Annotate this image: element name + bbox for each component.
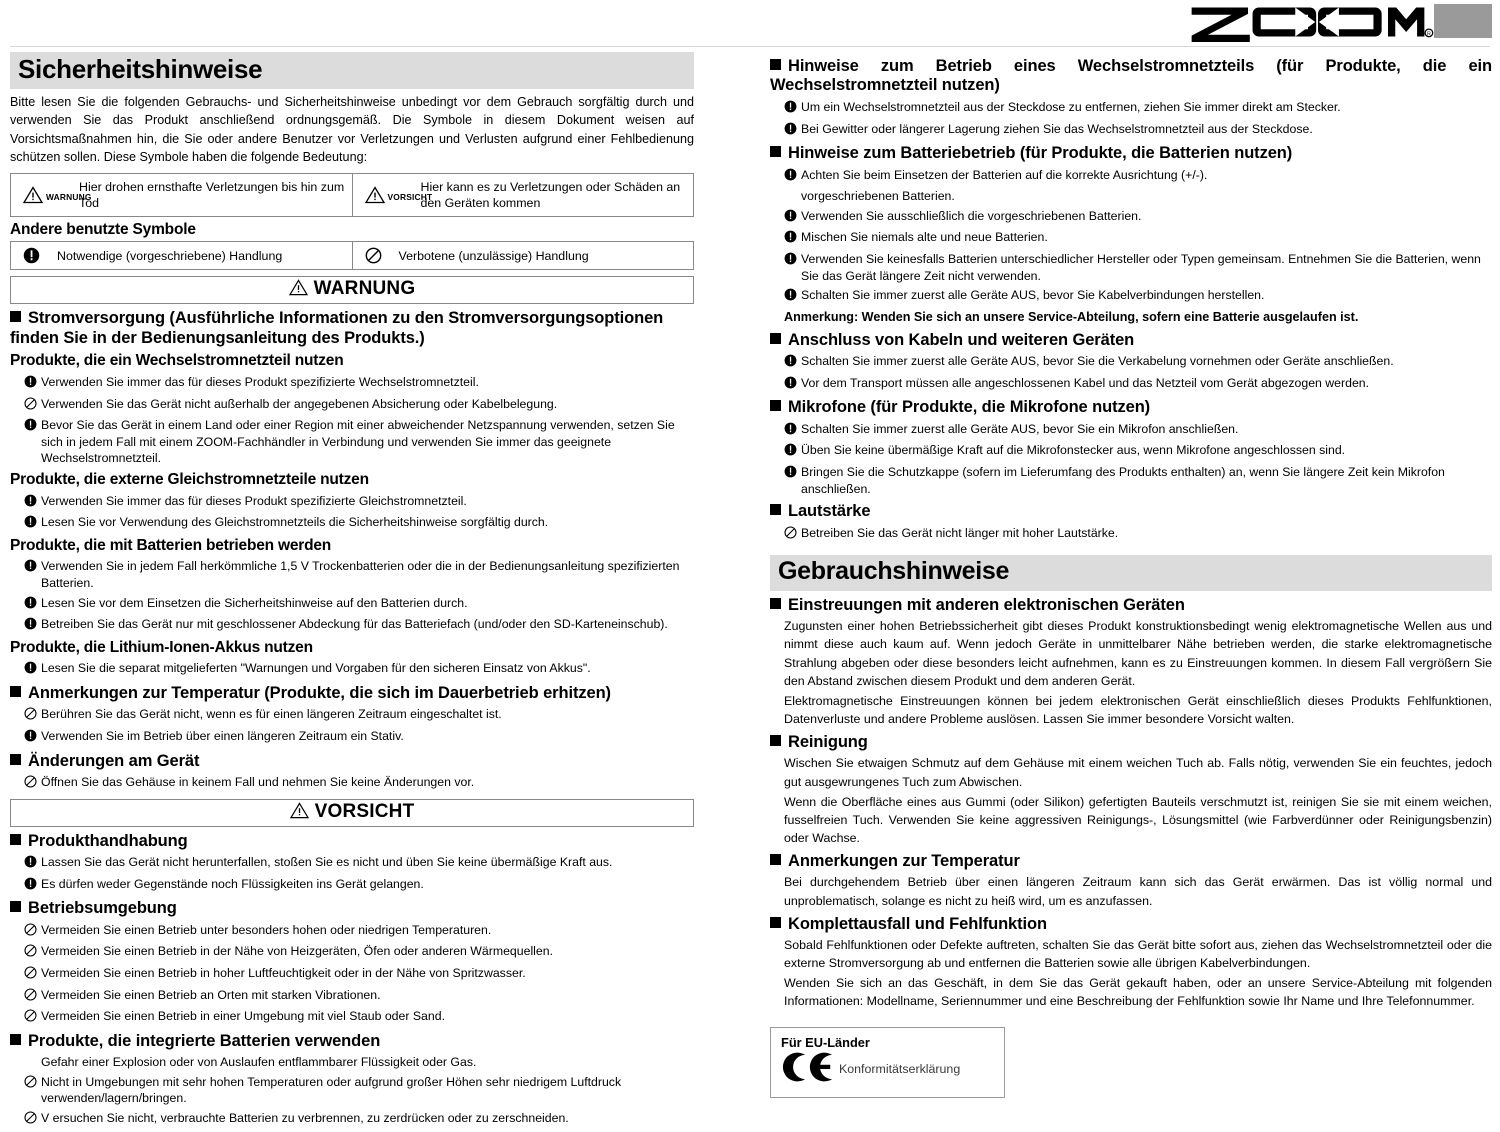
section-subheading: Produkte, die Lithium-Ionen-Akkus nutzen [10, 638, 313, 656]
vorsicht-alert-bar [10, 799, 694, 827]
bullet-item-text: Verwenden Sie das Gerät nicht außerhalb der angegebenen Absicherung oder Kabelbelegung. [41, 396, 558, 411]
mandatory-action-icon [784, 287, 801, 306]
square-bullet-icon [10, 901, 21, 912]
mandatory-action-icon [24, 514, 41, 533]
bullet-item [784, 525, 1492, 544]
bullet-item-text: Nicht in Umgebungen mit sehr hohen Temperaturen oder aufgrund großer Höhen sehr niedrigem Luftdruck verwenden/lagern/bringen. [41, 1074, 622, 1106]
symbol-definition-table [10, 173, 694, 217]
square-bullet-icon [770, 854, 781, 865]
bullet-item [784, 121, 1492, 140]
mandatory-action-icon [784, 251, 801, 270]
bullet-item-text: Vermeiden Sie einen Betrieb in einer Umgebung mit viel Staub oder Sand. [41, 1009, 445, 1024]
prohibited-action-icon [24, 987, 41, 1006]
bullet-item [24, 595, 694, 614]
section-heading: Hinweise zum Betrieb eines Wechselstromnetzteils (für Produkte, die ein Wechselstromnetzteil nutzen) [770, 57, 1492, 95]
section-heading: Stromversorgung (Ausführliche Informationen zu den Stromversorgungsoptionen finden Sie in der Bedienungsanleitung des Produkts.) [10, 309, 664, 347]
bullet-item [24, 965, 694, 984]
bullet-item-text: Vor dem Transport müssen alle angeschlossenen Kabel und das Netzteil vom Gerät abgezogen werden. [801, 375, 1370, 390]
square-bullet-icon [770, 59, 781, 70]
bullet-item [24, 1110, 694, 1129]
mandatory-action-icon [784, 464, 801, 483]
bullet-item [784, 287, 1492, 306]
square-bullet-icon [770, 504, 781, 515]
bullet-item [784, 353, 1492, 372]
bullet-item-text: Verwenden Sie immer das für dieses Produkt spezifizierte Gleichstromnetzteil. [41, 493, 467, 508]
usage-sections [770, 596, 1492, 1011]
bullet-item-text: Üben Sie keine übermäßige Kraft auf die Mikrofonstecker aus, wenn Mikrofone angeschlossen sind. [801, 443, 1346, 458]
prohibited-action-icon [24, 1074, 41, 1093]
bullet-item [24, 706, 694, 725]
bullet-item [784, 442, 1492, 461]
mandatory-action-icon [784, 421, 801, 440]
caution-triangle-icon [359, 186, 433, 204]
zoom-logo [1188, 2, 1431, 42]
bullet-item [24, 987, 694, 1006]
symbol-row-mandatory [11, 242, 352, 269]
bullet-item-text: Gefahr einer Explosion oder von Auslaufen entflammbarer Flüssigkeit oder Gas. [41, 1055, 477, 1070]
usage-section-heading: Komplettausfall und Fehlfunktion [770, 915, 1492, 934]
bullet-item-text: Vermeiden Sie einen Betrieb in der Nähe von Heizgeräten, Öfen oder anderen Wärmequellen. [41, 944, 553, 959]
bullet-item-text: Verwenden Sie im Betrieb über einen längeren Zeitraum ein Stativ. [41, 728, 404, 743]
mandatory-action-icon [24, 374, 41, 393]
section-heading: Betriebsumgebung [10, 899, 694, 918]
note-line: Anmerkung: Wenden Sie sich an unsere Service-Abteilung, sofern eine Batterie ausgelaufen ist. [784, 309, 1359, 324]
other-symbols-title: Andere benutzte Symbole [10, 220, 196, 238]
bullet-item-text: Bei Gewitter oder längerer Lagerung ziehen Sie das Wechselstromnetzteil aus der Steckdose. [801, 121, 1313, 136]
bullet-item [41, 1054, 694, 1071]
prohibited-action-description: Verbotene (unzulässige) Handlung [398, 248, 589, 263]
bullet-item-text: Lesen Sie vor Verwendung des Gleichstromnetzteils die Sicherheitshinweise sorgfältig durch. [41, 515, 549, 530]
prohibited-action-icon [24, 943, 41, 962]
document-page [0, 52, 1500, 1125]
bullet-item [24, 1008, 694, 1027]
warnung-label: WARNUNG [46, 191, 92, 202]
prohibited-action-icon [784, 525, 801, 544]
prohibited-action-icon [24, 1008, 41, 1027]
ce-mark-icon [781, 1051, 833, 1088]
prohibited-action-icon [24, 922, 41, 941]
vorsicht-description: Hier kann es zu Verletzungen oder Schäden an den Geräten kommen [420, 179, 681, 210]
mandatory-action-icon [784, 442, 801, 461]
section-heading: Anschluss von Kabeln und weiteren Geräten [770, 331, 1492, 350]
caution-sections [10, 832, 694, 1129]
warning-triangle-icon [289, 279, 309, 297]
section-heading: Produkthandhabung [10, 832, 694, 851]
square-bullet-icon [770, 146, 781, 157]
bullet-item [784, 229, 1492, 248]
prohibited-action-icon [24, 1110, 41, 1129]
square-bullet-icon [770, 735, 781, 746]
usage-section-heading: Reinigung [770, 733, 1492, 752]
bullet-item-text: Mischen Sie niemals alte und neue Batterien. [801, 230, 1048, 245]
section-subheading: Produkte, die mit Batterien betrieben werden [10, 536, 332, 554]
usage-paragraph: Sobald Fehlfunktionen oder Defekte auftreten, schalten Sie das Gerät bitte sofort aus, ziehen das Wechselstromnetzteil oder die externe Stromversorgung ab und entfernen die Batterien sowie alle übrigen Kabelverbindungen. [784, 938, 1492, 971]
mandatory-action-icon [784, 229, 801, 248]
section-heading: Anmerkungen zur Temperatur (Produkte, die sich im Dauerbetrieb erhitzen) [10, 684, 694, 703]
mandatory-action-icon [24, 728, 41, 747]
mandatory-action-icon [24, 854, 41, 873]
bullet-item-text: V ersuchen Sie nicht, verbrauchte Batterien zu verbrennen, zu zerdrücken oder zu zerschneiden. [41, 1110, 569, 1125]
mandatory-action-icon [17, 247, 57, 264]
bullet-item-text: Bevor Sie das Gerät in einem Land oder einer Region mit einer abweichender Netzspannung verwenden, setzen Sie sich in jedem Fall mit einem ZOOM-Fachhändler in Verbindung und verwenden Sie immer das geeignete Wechselstromnetzteil. [41, 418, 675, 466]
bullet-item [801, 188, 1492, 205]
left-column [10, 52, 694, 1132]
bullet-item [24, 943, 694, 962]
usage-paragraph: Zugunsten einer hohen Betriebssicherheit gibt dieses Produkt konstruktionsbedingt wenig elektromagnetische Wellen aus und nimmt diese auch kaum auf. Wenn jedoch Geräte in unmittelbarer Nähe betrieben werden, die starke elektromagnetische Strahlung abgeben oder diese besonders leicht aufnehmen, kann es zu Einstreuungen kommen. In diesem Fall vergrößern Sie den Abstand zwischen diesem Produkt und dem anderen Gerät. [784, 619, 1492, 688]
square-bullet-icon [10, 754, 21, 765]
intro-paragraph: Bitte lesen Sie die folgenden Gebrauchs- und Sicherheitshinweise unbedingt vor dem Gebrauch sorgfältig durch und verwenden Sie das Produkt anschließend ordnungsgemäß. Die Symbole in diesem Dokument weisen auf Vorsichtsmaßnahmen hin, die Sie oder andere Benutzer vor Verletzungen und Verlusten aufgrund einer Fehlbedienung schützen sollen. Diese Symbole haben die folgende Bedeutung: [10, 94, 694, 165]
eu-box-title: Für EU-Länder [781, 1034, 870, 1050]
mandatory-action-description: Notwendige (vorgeschriebene) Handlung [57, 248, 283, 263]
symbol-row-vorsicht [352, 174, 694, 216]
vorsicht-label: VORSICHT [387, 191, 433, 202]
bullet-item [24, 616, 694, 635]
bullet-item [784, 375, 1492, 394]
section-heading: Lautstärke [770, 502, 1492, 521]
mandatory-action-icon [784, 353, 801, 372]
prohibited-action-icon [24, 706, 41, 725]
bullet-item-text: Es dürfen weder Gegenstände noch Flüssigkeiten ins Gerät gelangen. [41, 876, 424, 891]
warning-sections [10, 309, 694, 792]
mandatory-action-icon [784, 99, 801, 118]
mandatory-action-icon [24, 558, 41, 577]
prohibited-action-icon [359, 247, 399, 264]
bullet-item-text: Verwenden Sie in jedem Fall herkömmliche 1,5 V Trockenbatterien oder die in der Bedienungsanleitung spezifizierten Batterien. [41, 559, 680, 590]
vorsicht-bar-label: VORSICHT [314, 800, 415, 822]
bullet-item [784, 99, 1492, 118]
ce-declaration-label: Konformitätserklärung [839, 1062, 961, 1077]
symbol-row-warnung [11, 174, 352, 216]
bullet-item [24, 514, 694, 533]
bullet-item [24, 558, 694, 591]
section-heading: Hinweise zum Batteriebetrieb (für Produkte, die Batterien nutzen) [770, 144, 1492, 163]
bullet-item-text: Lassen Sie das Gerät nicht herunterfallen, stoßen Sie es nicht und üben Sie keine übermäßige Kraft aus. [41, 855, 613, 870]
prohibited-action-icon [24, 965, 41, 984]
square-bullet-icon [770, 333, 781, 344]
mandatory-action-icon [24, 876, 41, 895]
bullet-item [24, 922, 694, 941]
bullet-item-text: Achten Sie beim Einsetzen der Batterien auf die korrekte Ausrichtung (+/-). [801, 167, 1208, 182]
square-bullet-icon [10, 311, 21, 322]
bullet-item-text: Vermeiden Sie einen Betrieb unter besonders hohen oder niedrigen Temperaturen. [41, 922, 492, 937]
section-subheading: Produkte, die externe Gleichstromnetzteile nutzen [10, 470, 369, 488]
bullet-item-text: Verwenden Sie immer das für dieses Produkt spezifizierte Wechselstromnetzteil. [41, 374, 479, 389]
square-bullet-icon [10, 1034, 21, 1045]
bullet-item [24, 876, 694, 895]
bullet-item-text: Schalten Sie immer zuerst alle Geräte AUS, bevor Sie ein Mikrofon anschließen. [801, 421, 1239, 436]
mandatory-action-icon [24, 595, 41, 614]
bullet-item-text: Lesen Sie die separat mitgelieferten "Warnungen und Vorgaben für den sicheren Einsatz von Akkus". [41, 661, 591, 676]
square-bullet-icon [10, 834, 21, 845]
bullet-item-text: Berühren Sie das Gerät nicht, wenn es für einen längeren Zeitraum eingeschaltet ist. [41, 707, 502, 722]
square-bullet-icon [770, 400, 781, 411]
bullet-item-text: Bringen Sie die Schutzkappe (sofern im Lieferumfang des Produkts enthalten) an, wenn Sie längere Zeit kein Mikrofon anschließen. [801, 465, 1445, 496]
section-heading: Produkte, die integrierte Batterien verwenden [10, 1032, 694, 1051]
bullet-item-text: Verwenden Sie keinesfalls Batterien unterschiedlicher Hersteller oder Typen gemeinsam. Entnehmen Sie die Batterien, wenn Sie das Gerät längere Zeit nicht verwenden. [801, 251, 1481, 283]
bullet-item [24, 374, 694, 393]
bullet-item [24, 728, 694, 747]
bullet-item-text: Vermeiden Sie einen Betrieb in hoher Luftfeuchtigkeit oder in der Nähe von Spritzwasser. [41, 965, 526, 980]
safety-banner-title: Sicherheitshinweise [10, 52, 694, 89]
bullet-item [784, 464, 1492, 497]
warnung-bar-label: WARNUNG [313, 278, 416, 300]
warnung-alert-bar [10, 276, 694, 304]
usage-banner-title: Gebrauchshinweise [770, 555, 1492, 591]
bullet-item [24, 417, 694, 467]
logo-grey-block [1434, 4, 1492, 38]
eu-countries-box [770, 1027, 1005, 1098]
bullet-item-text: Öffnen Sie das Gehäuse in keinem Fall und nehmen Sie keine Änderungen vor. [41, 775, 475, 789]
right-warning-sections [770, 57, 1492, 543]
right-column [770, 52, 1492, 1098]
warnung-description: Hier drohen ernsthafte Verletzungen bis hin zum Tod [79, 179, 345, 210]
bullet-item [24, 1074, 694, 1107]
bullet-item [24, 493, 694, 512]
bullet-item [784, 251, 1492, 284]
bullet-item-text: vorgeschriebenen Batterien. [801, 189, 955, 204]
bullet-item-text: Verwenden Sie ausschließlich die vorgeschriebenen Batterien. [801, 208, 1142, 223]
bullet-item [784, 167, 1492, 186]
bullet-item [24, 854, 694, 873]
bullet-item-text: Lesen Sie vor dem Einsetzen die Sicherheitshinweise auf den Batterien durch. [41, 595, 468, 610]
usage-paragraph: Wischen Sie etwaigen Schmutz auf dem Gehäuse mit einem weichen Tuch ab. Falls nötig, verwenden Sie ein feuchtes, jedoch gut ausgewrungenes Tuch zum Abwischen. [784, 756, 1492, 789]
mandatory-action-icon [784, 208, 801, 227]
prohibited-action-icon [24, 774, 41, 793]
section-heading: Mikrofone (für Produkte, die Mikrofone nutzen) [770, 398, 1492, 417]
bullet-item [24, 774, 694, 793]
symbol-row-prohibited [352, 242, 694, 269]
square-bullet-icon [770, 598, 781, 609]
mandatory-action-icon [24, 660, 41, 679]
bullet-item-text: Betreiben Sie das Gerät nicht länger mit hoher Lautstärke. [801, 525, 1119, 540]
mandatory-action-icon [24, 493, 41, 512]
header-logo-strip [0, 0, 1500, 46]
mandatory-action-icon [784, 167, 801, 186]
usage-paragraph: Elektromagnetische Einstreuungen können bei jedem elektronischen Gerät einschließlich dieses Produkts Fehlfunktionen, Datenverluste und andere Probleme auslösen. Lassen Sie immer besondere Vorsicht walten. [784, 693, 1492, 726]
caution-triangle-icon [290, 802, 310, 820]
bullet-item-text: Betreiben Sie das Gerät nur mit geschlossener Abdeckung für das Batteriefach (und/oder den SD-Karteneinschub). [41, 617, 668, 632]
prohibited-action-icon [24, 396, 41, 415]
header-divider [10, 46, 1490, 47]
usage-paragraph: Bei durchgehendem Betrieb über einen längeren Zeitraum kann sich das Gerät erwärmen. Das ist völlig normal und unproblematisch, solange es nicht zu heiß wird, um es anzufassen. [784, 875, 1492, 908]
square-bullet-icon [10, 686, 21, 697]
bullet-item-text: Schalten Sie immer zuerst alle Geräte AUS, bevor Sie die Verkabelung vornehmen oder Geräte anschließen. [801, 354, 1394, 369]
bullet-item [24, 660, 694, 679]
usage-paragraph: Wenn die Oberfläche eines aus Gummi (oder Silikon) gefertigten Bauteils verschmutzt ist, reinigen Sie sie mit einem weichen, fusselfreien Tuch. Verwenden Sie keine aggressiven Reinigungs-, Lösungsmittel (wie Farbverdünner oder Reinigungsbenzin) oder Wachse. [784, 794, 1492, 845]
square-bullet-icon [770, 917, 781, 928]
bullet-item-text: Um ein Wechselstromnetzteil aus der Steckdose zu entfernen, ziehen Sie immer direkt am Stecker. [801, 99, 1341, 114]
usage-paragraph: Wenden Sie sich an das Geschäft, in dem Sie das Gerät gekauft haben, oder an unsere Service-Abteilung mit folgenden Informationen: Modellname, Seriennummer und eine Beschreibung der Fehlfunktion sowie Ihr Name und Ihre Telefonnummer. [784, 976, 1492, 1009]
svg-text:R: R [1426, 31, 1431, 38]
bullet-item-text: Schalten Sie immer zuerst alle Geräte AUS, bevor Sie Kabelverbindungen herstellen. [801, 288, 1265, 303]
mandatory-action-icon [24, 616, 41, 635]
section-heading: Änderungen am Gerät [10, 752, 694, 771]
other-symbols-table [10, 241, 694, 270]
section-subheading: Produkte, die ein Wechselstromnetzteil nutzen [10, 352, 344, 370]
mandatory-action-icon [784, 375, 801, 394]
bullet-item [784, 208, 1492, 227]
warning-triangle-icon [17, 186, 92, 204]
usage-section-heading: Einstreuungen mit anderen elektronischen Geräten [770, 596, 1492, 615]
mandatory-action-icon [24, 417, 41, 436]
bullet-item [784, 421, 1492, 440]
bullet-item-text: Vermeiden Sie einen Betrieb an Orten mit starken Vibrationen. [41, 987, 381, 1002]
bullet-item [24, 396, 694, 415]
mandatory-action-icon [784, 121, 801, 140]
usage-section-heading: Anmerkungen zur Temperatur [770, 852, 1492, 871]
